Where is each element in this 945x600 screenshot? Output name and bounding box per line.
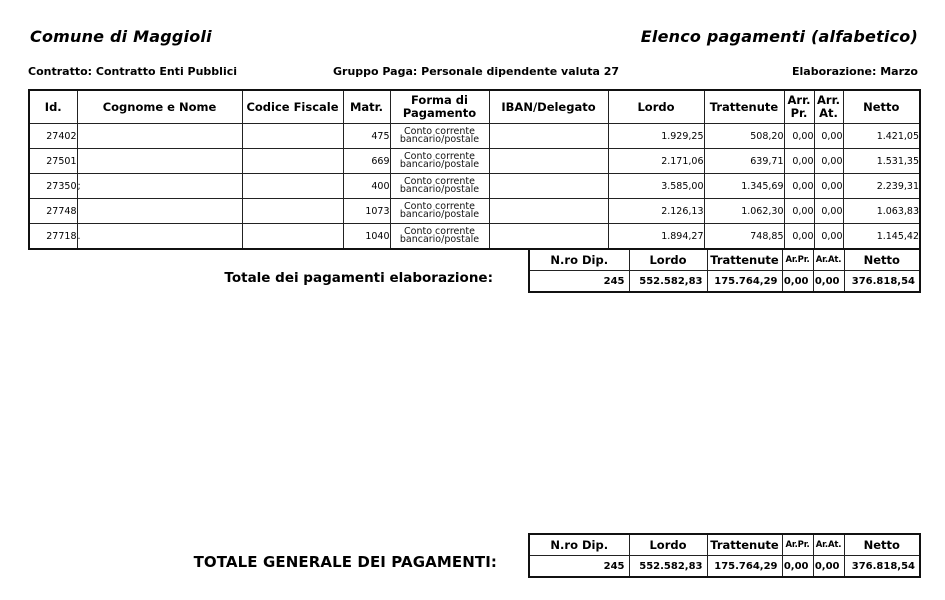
cell-arr-pr: 0,00 [784,199,814,224]
elaboration-totals-table [528,248,921,293]
cell-forma-pagamento: Conto corrente bancario/postale [390,224,489,250]
cell-arr-at: 0,00 [814,174,843,199]
cell-iban [489,224,608,250]
totals-ar-pr: 0,00 [782,271,813,293]
cell-iban [489,199,608,224]
col-header-matricola: Matr. [343,90,390,124]
cell-matricola: 669 [343,149,390,174]
col-header-arr-at: Arr. At. [814,90,843,124]
cell-codice-fiscale [242,224,343,250]
payment-row [29,124,920,149]
cell-arr-pr: 0,00 [784,124,814,149]
totals-value-row [529,556,920,578]
cell-netto: 1.421,05 [843,124,920,149]
totals-header-ar-at: Ar.At. [813,249,844,271]
cell-forma-pagamento: Conto corrente bancario/postale [390,149,489,174]
totals-trattenute: 175.764,29 [707,271,782,293]
cell-forma-pagamento: Conto corrente bancario/postale [390,124,489,149]
cell-trattenute: 1.062,30 [704,199,784,224]
report-title: Elenco pagamenti (alfabetico) [640,27,918,46]
totals-header-ndip: N.ro Dip. [529,534,629,556]
totals-ndip: 245 [529,556,629,578]
totals-header-row [529,534,920,556]
cell-forma-pagamento: Conto corrente bancario/postale [390,199,489,224]
contract-info: Contratto: Contratto Enti Pubblici [28,65,238,78]
cell-arr-pr: 0,00 [784,149,814,174]
payment-row [29,199,920,224]
cell-name [77,149,242,174]
cell-id: 27350 [29,174,77,199]
totals-lordo: 552.582,83 [629,271,707,293]
cell-trattenute: 1.345,69 [704,174,784,199]
totals-header-netto: Netto [844,249,920,271]
cell-name [77,124,242,149]
totals-header-trattenute: Trattenute [707,249,782,271]
cell-iban [489,149,608,174]
totals-ar-at: 0,00 [813,271,844,293]
totals-header-ar-at: Ar.At. [813,534,844,556]
cell-lordo: 2.171,06 [608,149,704,174]
col-header-arr-pr: Arr. Pr. [784,90,814,124]
col-header-forma-pagamento: Forma di Pagamento [390,90,489,124]
totals-header-netto: Netto [844,534,920,556]
cell-codice-fiscale [242,149,343,174]
col-header-trattenute: Trattenute [704,90,784,124]
col-header-lordo: Lordo [608,90,704,124]
col-header-name: Cognome e Nome [77,90,242,124]
totals-header-ar-pr: Ar.Pr. [782,249,813,271]
cell-name: . [77,224,242,250]
cell-id: 27748 [29,199,77,224]
totals-ndip: 245 [529,271,629,293]
totals-netto: 376.818,54 [844,556,920,578]
payment-row [29,174,920,199]
totals-header-lordo: Lordo [629,534,707,556]
cell-name: ; [77,174,242,199]
cell-arr-at: 0,00 [814,224,843,250]
payment-row [29,224,920,250]
cell-matricola: 1040 [343,224,390,250]
general-total-label: TOTALE GENERALE DEI PAGAMENTI: [193,553,497,571]
cell-arr-at: 0,00 [814,199,843,224]
cell-trattenute: 639,71 [704,149,784,174]
elaboration-total-label: Totale dei pagamenti elaborazione: [224,270,493,286]
totals-trattenute: 175.764,29 [707,556,782,578]
cell-id: 27718 [29,224,77,250]
cell-id: 27402 [29,124,77,149]
payments-header-row [29,90,920,124]
col-header-id: Id. [29,90,77,124]
cell-matricola: 400 [343,174,390,199]
cell-lordo: 3.585,00 [608,174,704,199]
cell-arr-at: 0,00 [814,124,843,149]
cell-arr-at: 0,00 [814,149,843,174]
cell-netto: 1.063,83 [843,199,920,224]
cell-trattenute: 748,85 [704,224,784,250]
totals-value-row [529,271,920,293]
cell-id: 27501 [29,149,77,174]
cell-codice-fiscale [242,199,343,224]
cell-codice-fiscale [242,174,343,199]
totals-header-ndip: N.ro Dip. [529,249,629,271]
totals-header-ar-pr: Ar.Pr. [782,534,813,556]
general-totals-table [528,533,921,578]
totals-netto: 376.818,54 [844,271,920,293]
totals-ar-pr: 0,00 [782,556,813,578]
cell-netto: 2.239,31 [843,174,920,199]
cell-arr-pr: 0,00 [784,174,814,199]
cell-lordo: 1.929,25 [608,124,704,149]
cell-matricola: 475 [343,124,390,149]
paygroup-info: Gruppo Paga: Personale dipendente valuta 27 [333,65,620,78]
cell-iban [489,124,608,149]
col-header-codice-fiscale: Codice Fiscale [242,90,343,124]
col-header-iban: IBAN/Delegato [489,90,608,124]
cell-matricola: 1073 [343,199,390,224]
payment-row [29,149,920,174]
totals-lordo: 552.582,83 [629,556,707,578]
cell-arr-pr: 0,00 [784,224,814,250]
totals-ar-at: 0,00 [813,556,844,578]
cell-name [77,199,242,224]
totals-header-lordo: Lordo [629,249,707,271]
cell-forma-pagamento: Conto corrente bancario/postale [390,174,489,199]
totals-header-trattenute: Trattenute [707,534,782,556]
cell-netto: 1.145,42 [843,224,920,250]
cell-iban [489,174,608,199]
company-title: Comune di Maggioli [30,27,212,46]
cell-lordo: 2.126,13 [608,199,704,224]
cell-trattenute: 508,20 [704,124,784,149]
cell-lordo: 1.894,27 [608,224,704,250]
elaboration-info: Elaborazione: Marzo [792,65,918,78]
cell-netto: 1.531,35 [843,149,920,174]
cell-codice-fiscale [242,124,343,149]
payments-table [28,89,921,250]
totals-header-row [529,249,920,271]
col-header-netto: Netto [843,90,920,124]
